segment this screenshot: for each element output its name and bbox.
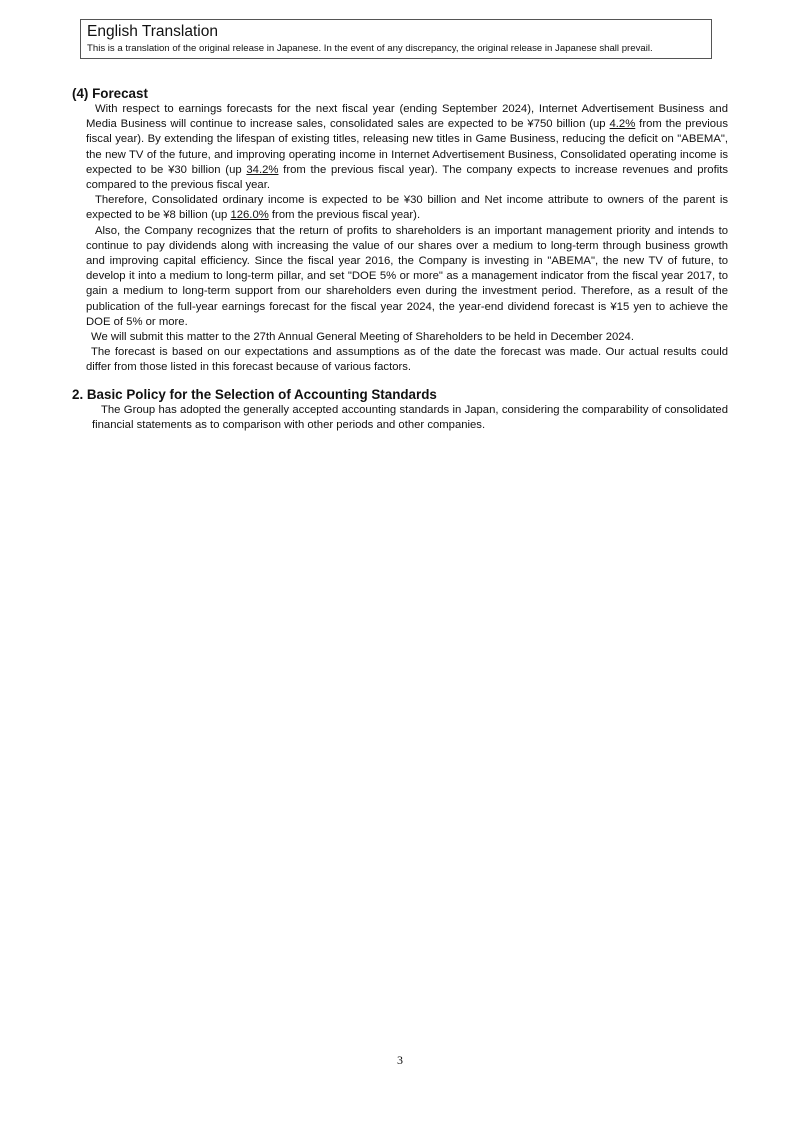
text-run: from the previous fiscal year). The company expects to increase revenues and profits compared to the previous fiscal year.	[86, 163, 729, 192]
text-run: from the previous fiscal year).	[268, 209, 421, 222]
forecast-paragraph-1	[86, 102, 728, 193]
accounting-standards-body	[92, 403, 728, 433]
forecast-paragraph-2	[86, 193, 728, 223]
operating-income-growth-value: 34.2%	[246, 163, 279, 176]
text-run: from the previous fiscal year). By extending the lifespan of existing titles, releasing new titles in Game Business, reducing the deficit on "ABEMA", the new TV of the future, and improving operating income in Internet Advertisement Business, Consolidated operating income is expected to be ¥30 billion (up	[86, 118, 728, 176]
forecast-body	[86, 102, 728, 376]
forecast-paragraph-4: We will submit this matter to the 27th Annual General Meeting of Shareholders to be held in December 2024.	[91, 331, 634, 344]
page-number: 3	[397, 1053, 403, 1067]
banner-title: English Translation	[87, 23, 218, 40]
forecast-heading: (4) Forecast	[72, 86, 148, 101]
forecast-paragraph-3: Also, the Company recognizes that the return of profits to shareholders is an important management priority and intends to continue to pay dividends along with increasing the value of our shares over a medium to long-term through business growth and improving capital efficiency. Since the fiscal year 2016, the Company is investing in "ABEMA", the new TV of future, to develop it into a medium to long-term pillar, and set "DOE 5% or more" as a management indicator from the fiscal year 2017, to gain a medium to long-term support from our shareholders even during the investment period. Therefore, as a result of the publication of the full-year earnings forecast for the fiscal year 2024, the year-end dividend forecast is ¥15 yen to achieve the DOE of 5% or more.	[86, 224, 728, 328]
forecast-paragraph-5: The forecast is based on our expectations and assumptions as of the date the forecast was made. Our actual results could differ from those listed in this forecast because of various factors.	[86, 346, 728, 374]
accounting-standards-heading: 2. Basic Policy for the Selection of Accounting Standards	[72, 387, 437, 402]
translation-banner	[80, 19, 712, 59]
text-run: Therefore, Consolidated ordinary income is expected to be ¥30 billion and Net income attribute to owners of the parent is expected to be ¥8 billion (up	[86, 194, 728, 222]
banner-note: This is a translation of the original release in Japanese. In the event of any discrepancy, the original release in Japanese shall prevail.	[87, 43, 653, 54]
sales-growth-value: 4.2%	[609, 118, 636, 131]
text-run: With respect to earnings forecasts for the next fiscal year (ending September 2024), Internet Advertisement Business and Media Business will continue to increase sales, consolidated sales are expected to be ¥750 billion (up	[86, 103, 728, 131]
net-income-growth-value: 126.0%	[230, 209, 269, 222]
accounting-paragraph-1: The Group has adopted the generally accepted accounting standards in Japan, considering the comparability of consolidated financial statements as to comparison with other periods and other companies.	[92, 404, 728, 432]
